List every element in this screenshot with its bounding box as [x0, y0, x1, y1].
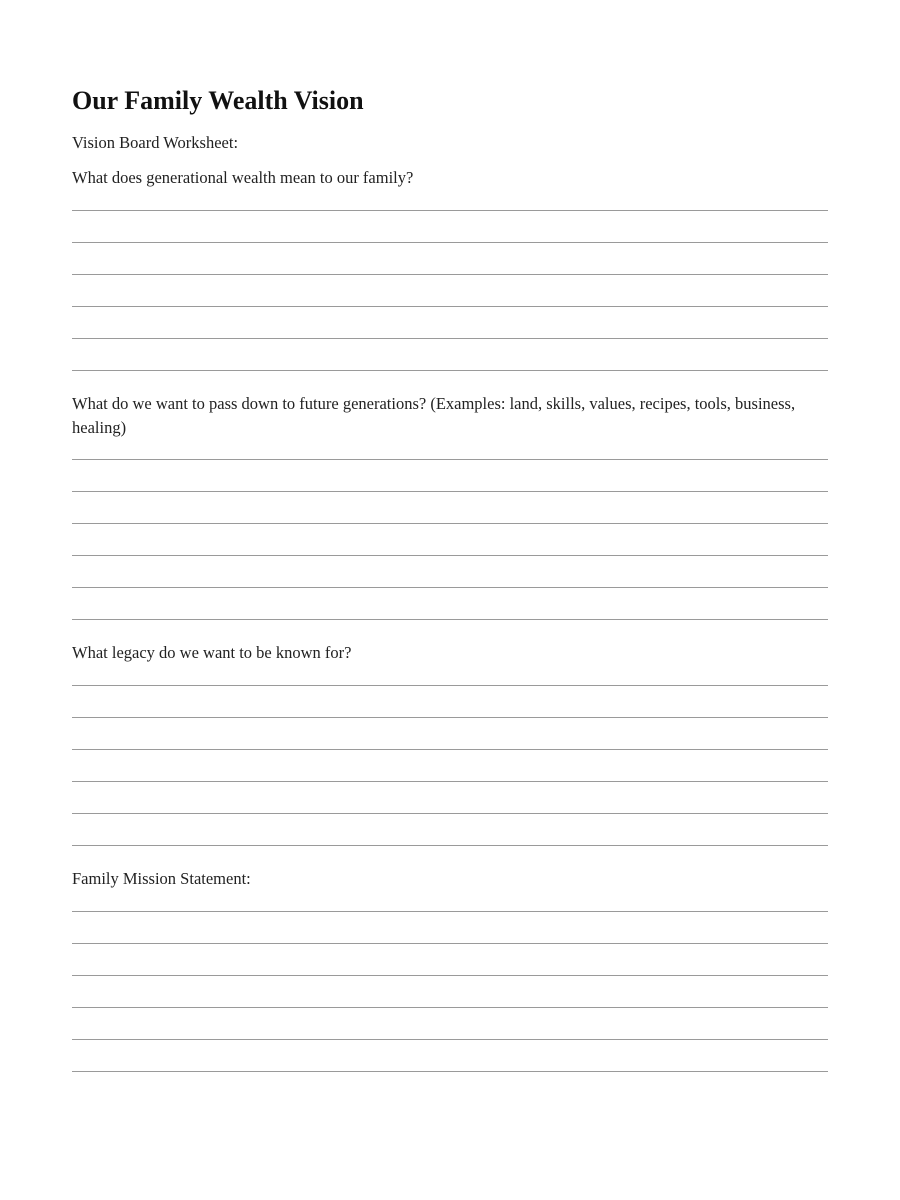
writing-line[interactable]	[72, 459, 828, 460]
section-mission-statement	[72, 867, 828, 891]
writing-line[interactable]	[72, 370, 828, 371]
section-pass-down	[72, 392, 828, 440]
worksheet-subtitle: Vision Board Worksheet:	[72, 133, 239, 152]
writing-line[interactable]	[72, 338, 828, 339]
writing-line[interactable]	[72, 975, 828, 976]
writing-line[interactable]	[72, 523, 828, 524]
writing-line[interactable]	[72, 749, 828, 750]
writing-line[interactable]	[72, 306, 828, 307]
writing-line[interactable]	[72, 210, 828, 211]
writing-line[interactable]	[72, 1039, 828, 1040]
writing-line[interactable]	[72, 781, 828, 782]
writing-line[interactable]	[72, 619, 828, 620]
writing-line[interactable]	[72, 555, 828, 556]
writing-line[interactable]	[72, 845, 828, 846]
writing-line[interactable]	[72, 491, 828, 492]
writing-line[interactable]	[72, 1071, 828, 1072]
page-title: Our Family Wealth Vision	[72, 86, 364, 115]
writing-line[interactable]	[72, 242, 828, 243]
writing-line[interactable]	[72, 587, 828, 588]
writing-line[interactable]	[72, 911, 828, 912]
writing-line[interactable]	[72, 943, 828, 944]
writing-line[interactable]	[72, 1007, 828, 1008]
section-prompt: What do we want to pass down to future generations? (Examples: land, skills, values, recipes, tools, business, healing)	[72, 394, 796, 437]
section-prompt: Family Mission Statement:	[72, 869, 251, 888]
section-prompt: What does generational wealth mean to our family?	[72, 168, 414, 187]
section-generational-wealth	[72, 166, 828, 190]
worksheet-page	[72, 0, 828, 1200]
writing-line[interactable]	[72, 274, 828, 275]
section-legacy	[72, 641, 828, 665]
writing-line[interactable]	[72, 717, 828, 718]
writing-line[interactable]	[72, 685, 828, 686]
section-prompt: What legacy do we want to be known for?	[72, 643, 352, 662]
writing-line[interactable]	[72, 813, 828, 814]
